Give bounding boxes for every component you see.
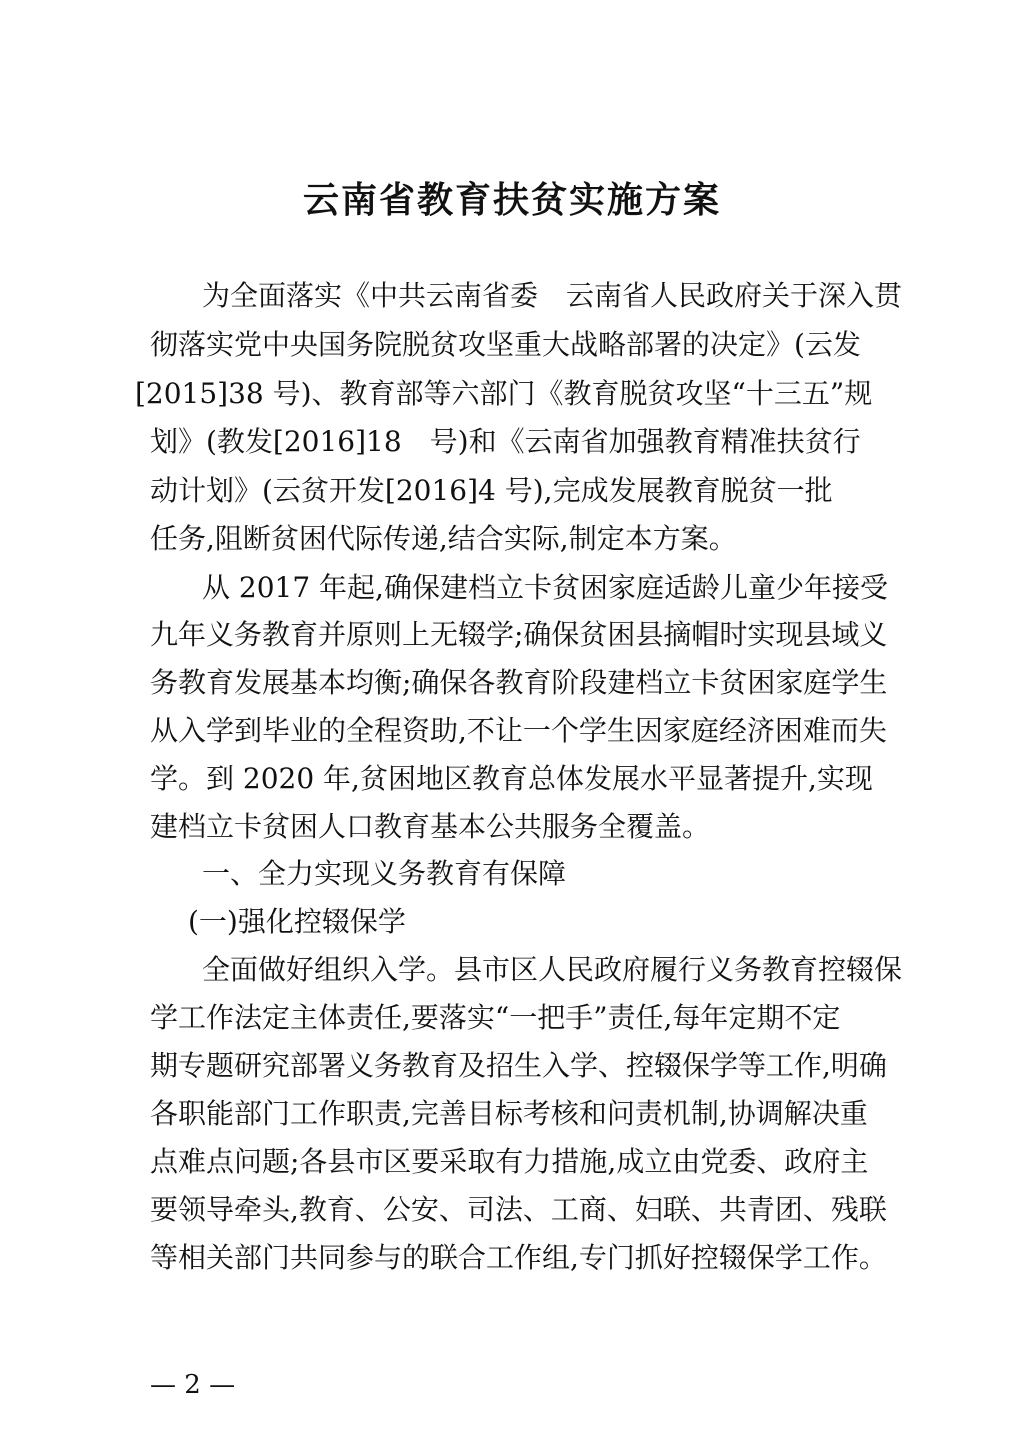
paragraph-line: 为全面落实《中共云南省委 云南省人民政府关于深入贯 [202, 279, 903, 312]
document-title: 云南省教育扶贫实施方案 [302, 179, 721, 221]
paragraph-line: 期专题研究部署义务教育及招生入学、控辍保学等工作,明确 [150, 1049, 887, 1082]
paragraph-line: 动计划》(云贫开发[2016]4 号),完成发展教育脱贫一批 [150, 474, 833, 507]
paragraph-line: 学。到 2020 年,贫困地区教育总体发展水平显著提升,实现 [150, 762, 873, 795]
paragraph-line: [2015]38 号)、教育部等六部门《教育脱贫攻坚“十三五”规 [135, 377, 873, 410]
paragraph-line: 务教育发展基本均衡;确保各教育阶段建档立卡贫困家庭学生 [150, 666, 888, 699]
paragraph-line: 各职能部门工作职责,完善目标考核和问责机制,协调解决重 [150, 1097, 868, 1130]
paragraph-line: 等相关部门共同参与的联合工作组,专门抓好控辍保学工作。 [150, 1241, 887, 1274]
paragraph-line: 任务,阻断贫困代际传递,结合实际,制定本方案。 [150, 522, 737, 555]
paragraph-line: 九年义务教育并原则上无辍学;确保贫困县摘帽时实现县域义 [150, 618, 888, 651]
paragraph-line: 要领导牵头,教育、公安、司法、工商、妇联、共青团、残联 [150, 1193, 887, 1226]
paragraph-line: 划》(教发[2016]18 号)和《云南省加强教育精准扶贫行 [150, 425, 861, 458]
paragraph-line: 学工作法定主体责任,要落实“一把手”责任,每年定期不定 [150, 1001, 841, 1034]
paragraph-line: 从 2017 年起,确保建档立卡贫困家庭适龄儿童少年接受 [202, 571, 888, 604]
paragraph-line: 彻落实党中央国务院脱贫攻坚重大战略部署的决定》(云发 [150, 328, 861, 361]
section-heading: 一、全力实现义务教育有保障 [202, 857, 567, 890]
paragraph-line: 全面做好组织入学。县市区人民政府履行义务教育控辍保 [202, 953, 903, 986]
subsection-heading: (一)强化控辍保学 [188, 905, 406, 938]
paragraph-line: 从入学到毕业的全程资助,不让一个学生因家庭经济困难而失 [150, 714, 887, 747]
paragraph-line: 点难点问题;各县市区要采取有力措施,成立由党委、政府主 [150, 1145, 869, 1178]
page-number: — 2 — [150, 1370, 236, 1400]
paragraph-line: 建档立卡贫困人口教育基本公共服务全覆盖。 [150, 810, 711, 843]
